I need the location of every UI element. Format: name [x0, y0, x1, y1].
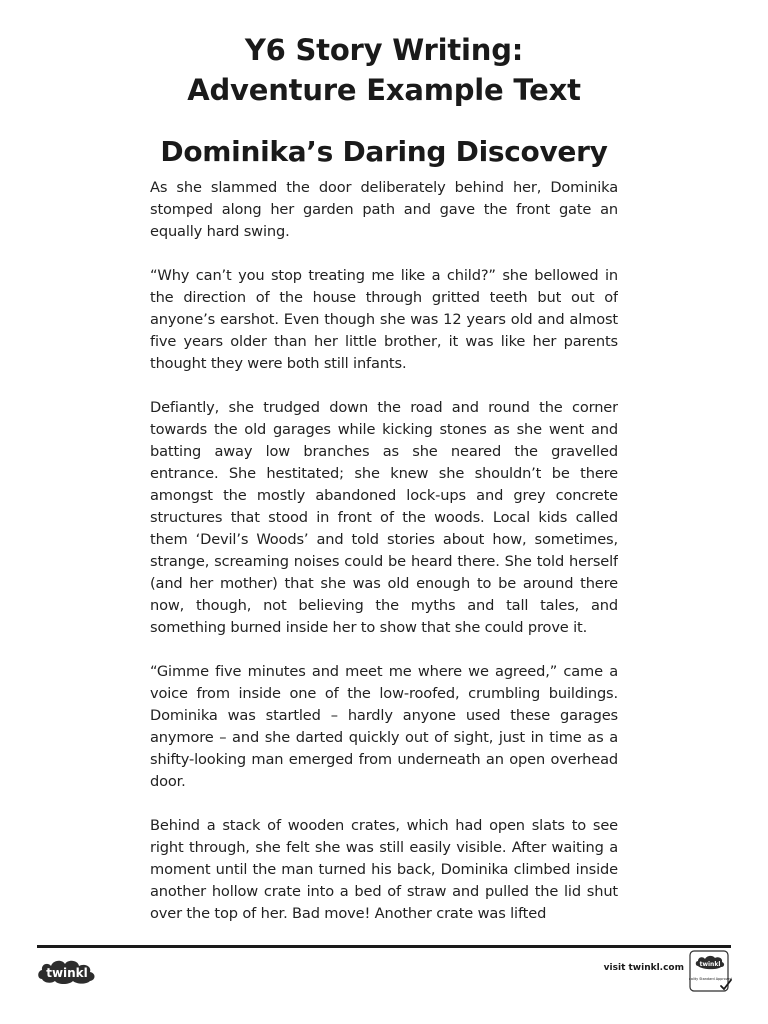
twinkl-logo[interactable]: [36, 955, 98, 987]
badge-brand-text: twinkl: [699, 961, 721, 968]
twinkl-logo-icon: [36, 955, 98, 987]
story-paragraph-5: Behind a stack of wooden crates, which had open slats to see right through, she felt she was still easily visible. After waiting a moment until the man turned his back, Dominika climbed inside another hollow crate into a bed of straw and pulled the lid shut over the top of her. Bad move! Another crate was lifted: [150, 817, 618, 922]
story-title: Dominika’s Daring Discovery: [160, 135, 608, 168]
document-title-line-1: Y6 Story Writing:: [244, 33, 524, 67]
story-paragraph-2: “Why can’t you stop treating me like a child?” she bellowed in the direction of the house through gritted teeth but out of anyone’s earshot. Even though she was 12 years old and almost five years older than her little brother, it was like her parents thought they were both still infants.: [150, 267, 618, 372]
quality-badge-icon: [689, 950, 733, 994]
document-header: [0, 30, 768, 110]
twinkl-logo-text: twinkl: [46, 966, 88, 980]
document-title-line-2: Adventure Example Text: [187, 73, 581, 107]
story-paragraph-3: Defiantly, she trudged down the road and round the corner towards the old garages while kicking stones as she went and batting away low branches as she neared the gravelled entrance. She hestitated; she knew she shouldn’t be there amongst the mostly abandoned lock-ups and grey concrete structures that stood in front of the woods. Local kids called them ‘Devil’s Woods’ and told stories about how, sometimes, strange, screaming noises could be heard there. She told herself (and her mother) that she was old enough to be around there now, though, not believing the myths and tall tales, and something burned inside her to show that she could prove it.: [150, 399, 618, 636]
story-body: [150, 177, 618, 922]
quality-standard-badge: [689, 950, 733, 994]
visit-twinkl-link[interactable]: visit twinkl.com: [603, 963, 684, 973]
story-paragraph-4: “Gimme five minutes and meet me where we agreed,” came a voice from inside one of the low-roofed, crumbling buildings. Dominika was startled – hardly anyone used these garages anymore – and she darted quickly out of sight, just in time as a shifty-looking man emerged from underneath an open overhead door.: [150, 663, 618, 790]
badge-approval-text: Quality Standard Approved: [689, 977, 732, 981]
story-paragraph-1: As she slammed the door deliberately behind her, Dominika stomped along her garden path and gave the front gate an equally hard swing.: [150, 179, 618, 240]
footer-divider: [37, 945, 731, 948]
